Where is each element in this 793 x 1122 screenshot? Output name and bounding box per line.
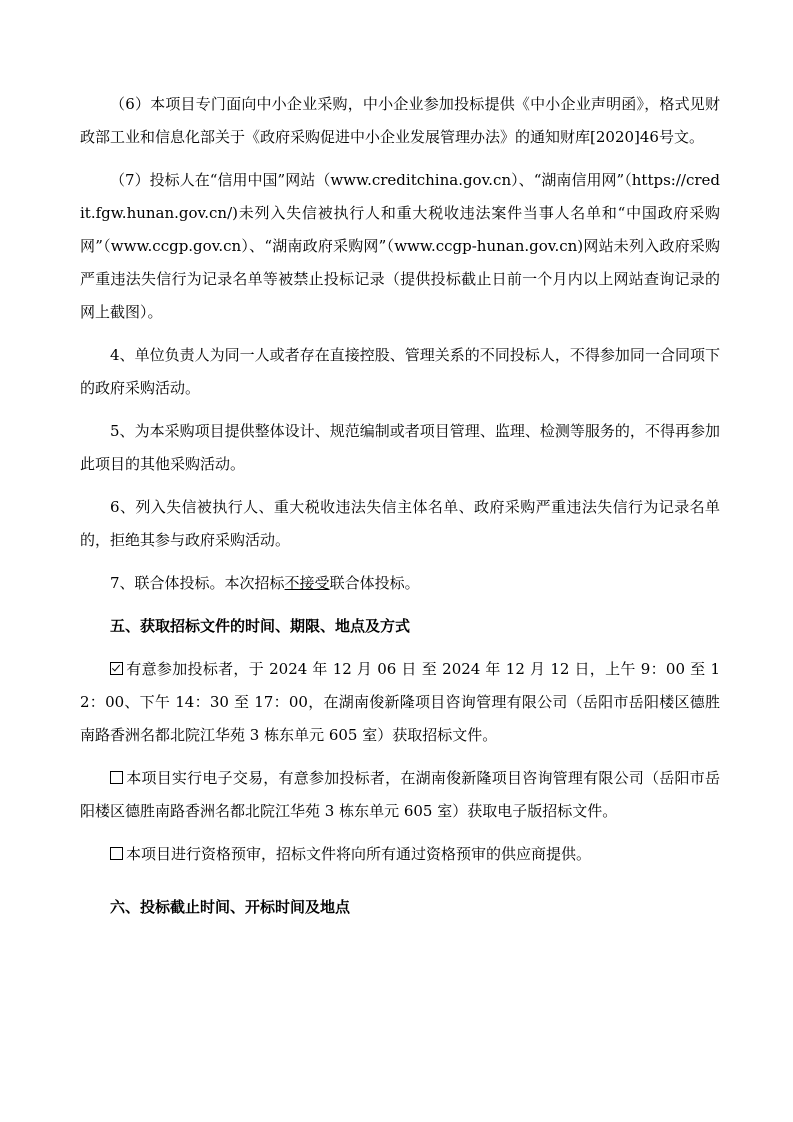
clause-5: 5、为本采购项目提供整体设计、规范编制或者项目管理、监理、检测等服务的，不得再参加此项目的其他采购活动。 (80, 422, 720, 473)
clause-6: 6、列入失信被执行人、重大税收违法失信主体名单、政府采购严重违法失信行为记录名单的，拒绝其参与政府采购活动。 (80, 498, 720, 549)
section-5-option-1 (80, 653, 720, 752)
document-body (80, 88, 720, 924)
section-6-heading: 六、投标截止时间、开标时间及地点 (110, 898, 351, 916)
unchecked-checkbox-icon (110, 771, 123, 784)
option-3-text: 本项目进行资格预审，招标文件将向所有通过资格预审的供应商提供。 (126, 845, 592, 863)
section-5-option-3 (80, 838, 720, 871)
unchecked-checkbox-icon (110, 847, 123, 860)
paragraph-item-6: （6）本项目专门面向中小企业采购，中小企业参加投标提供《中小企业声明函》，格式见财政部工业和信息化部关于《政府采购促进中小企业发展管理办法》的通知财库[2020]46号文。 (80, 95, 720, 146)
paragraph-item-7: （7）投标人在“信用中国”网站（www.creditchina.gov.cn）、“湖南信用网”（https://credit.fgw.hunan.gov.cn/)未列入失信被执行人和重大税收违法案件当事人名单和“中国政府采购网”（www.ccgp.gov.cn）、“湖南政府采购网”（www.ccgp-hunan.gov.cn)网站未列入政府采购严重违法失信行为记录名单等被禁止投标记录（提供投标截止日前一个月内以上网站查询记录的网上截图）。 (80, 171, 720, 321)
option-2-text: 本项目实行电子交易，有意参加投标者，在湖南俊新隆项目咨询管理有限公司（岳阳市岳阳楼区德胜南路香洲名都北院江华苑 3 栋东单元 605 室）获取电子版招标文件。 (80, 769, 720, 820)
section-5-option-2 (80, 762, 720, 828)
clause-7-prefix: 7、联合体投标。本次招标 (110, 574, 285, 592)
clause-7-suffix: 联合体投标。 (329, 574, 420, 592)
clause-4: 4、单位负责人为同一人或者存在直接控股、管理关系的不同投标人，不得参加同一合同项下的政府采购活动。 (80, 346, 720, 397)
option-1-text: 有意参加投标者，于 2024 年 12 月 06 日 至 2024 年 12 月 12 日，上午 9：00 至 12：00、下午 14：30 至 17：00，在湖南俊新隆项目咨询管理有限公司（岳阳市岳阳楼区德胜南路香洲名都北院江华苑 3 栋东单元 605 室）获取招标文件。 (80, 660, 720, 744)
checked-checkbox-icon (110, 662, 123, 675)
clause-7-underlined-term: 不接受 (284, 574, 330, 592)
section-5-heading: 五、获取招标文件的时间、期限、地点及方式 (110, 617, 411, 635)
clause-7 (80, 567, 720, 600)
